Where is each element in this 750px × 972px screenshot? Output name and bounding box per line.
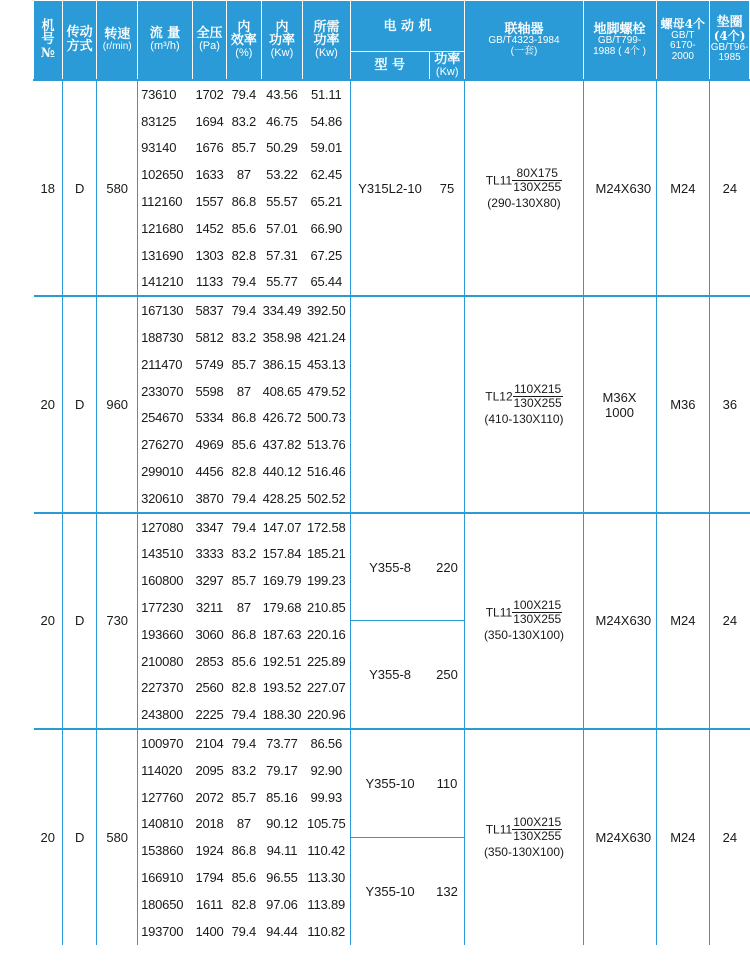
cell-pressure: 1452	[195, 220, 224, 236]
cell-motor-power: 220	[430, 513, 465, 621]
cell-flow: 140810	[138, 811, 193, 838]
cell-flow: 73610	[138, 80, 193, 108]
cell-internal-power: 440.12	[262, 464, 302, 480]
cell-efficiency: 83.2	[231, 762, 257, 778]
cell-flow: 112160	[138, 188, 193, 215]
cell-internal-power: 408.65	[262, 383, 302, 399]
cell-internal-power: 53.22	[266, 167, 298, 183]
cell-pressure: 1133	[195, 274, 224, 290]
header-motor: 电 动 机	[350, 1, 465, 52]
cell-required-power: 479.52	[306, 383, 346, 399]
cell-pressure: 1694	[195, 113, 224, 129]
cell-flow: 153860	[138, 837, 193, 864]
header-coupling: 联轴器 GB/T4323-1984 (一套)	[465, 1, 583, 81]
header-nei-gonglv: 内 功率 (Kw)	[261, 1, 303, 81]
cell-internal-power: 73.77	[261, 729, 303, 757]
cell-flow: 141210	[138, 269, 193, 297]
coupling-denominator: 130X255	[513, 828, 562, 843]
cell-flow: 227370	[138, 675, 193, 702]
cell-motor-power: 75	[430, 80, 465, 296]
cell-efficiency: 82.8	[231, 680, 257, 696]
cell-efficiency: 85.7	[231, 789, 257, 805]
cell-efficiency: 79.4	[227, 80, 261, 108]
cell-flow: 254670	[138, 405, 193, 432]
cell-required-power: 453.13	[306, 356, 346, 372]
header-motor-model: 型 号	[350, 52, 429, 81]
cell-internal-power: 79.17	[266, 762, 298, 778]
cell-required-power: 67.25	[310, 247, 342, 263]
cell-pressure: 5837	[192, 296, 226, 324]
cell-efficiency: 83.2	[231, 330, 257, 346]
cell-internal-power: 147.07	[261, 513, 303, 541]
cell-pressure: 1924	[195, 843, 224, 859]
cell-pressure: 1557	[195, 194, 224, 210]
cell-pressure: 3211	[195, 600, 224, 616]
coupling-note: (290-130X80)	[487, 195, 561, 210]
cell-fan-no: 20	[34, 513, 63, 729]
cell-internal-power: 188.30	[262, 707, 302, 723]
cell-internal-power: 426.72	[262, 410, 302, 426]
cell-flow: 93140	[138, 135, 193, 162]
table-body	[34, 80, 750, 945]
cell-drive: D	[62, 513, 96, 729]
cell-internal-power: 358.98	[262, 330, 302, 346]
cell-pressure: 4456	[195, 464, 224, 480]
cell-internal-power: 43.56	[261, 80, 303, 108]
cell-pressure: 3870	[195, 490, 224, 506]
cell-pressure: 1794	[195, 870, 224, 885]
cell-flow: 166910	[138, 864, 193, 891]
cell-required-power: 172.58	[303, 513, 350, 541]
cell-efficiency: 86.8	[231, 626, 257, 642]
cell-required-power: 59.01	[310, 140, 342, 156]
cell-required-power: 99.93	[310, 789, 342, 805]
cell-efficiency: 86.8	[231, 843, 257, 859]
coupling-note: (350-130X100)	[483, 628, 564, 643]
cell-required-power: 66.90	[310, 220, 342, 236]
cell-pressure: 5598	[195, 383, 224, 399]
cell-fan-no: 18	[34, 80, 63, 296]
header-motor-power: 功率 (Kw)	[430, 52, 465, 81]
cell-flow: 193660	[138, 621, 193, 648]
cell-efficiency: 79.4	[231, 707, 257, 723]
header-liuliang: 流 量 (m³/h)	[138, 1, 193, 81]
cell-pressure: 1633	[195, 167, 224, 183]
cell-motor-power	[430, 296, 465, 512]
cell-drive: D	[62, 296, 96, 512]
cell-required-power: 86.56	[303, 729, 350, 757]
cell-fan-no: 20	[34, 296, 63, 512]
cell-efficiency: 85.6	[231, 220, 257, 236]
cell-required-power: 113.89	[307, 896, 346, 912]
cell-flow: 100970	[138, 729, 193, 757]
cell-required-power: 513.76	[306, 437, 346, 453]
cell-bolt: M24X630	[583, 80, 656, 296]
cell-washer: 24	[710, 729, 750, 944]
coupling-model: TL12	[485, 389, 513, 404]
fan-spec-table	[33, 0, 750, 945]
cell-speed: 580	[97, 80, 138, 296]
cell-pressure: 4969	[195, 437, 224, 453]
cell-efficiency: 79.4	[227, 513, 261, 541]
cell-required-power: 65.21	[310, 194, 342, 210]
cell-required-power: 92.90	[310, 762, 342, 778]
coupling-numerator: 110X215	[514, 382, 562, 397]
cell-efficiency: 83.2	[231, 546, 257, 562]
cell-required-power: 105.75	[306, 816, 346, 832]
cell-bolt: M24X630	[583, 513, 656, 729]
cell-flow: 127760	[138, 784, 193, 811]
cell-required-power: 516.46	[306, 464, 346, 480]
fan-spec-table-container	[33, 0, 750, 945]
cell-pressure: 3297	[195, 573, 224, 589]
cell-flow: 188730	[138, 324, 193, 351]
cell-efficiency: 82.8	[231, 464, 257, 480]
cell-flow: 127080	[138, 513, 193, 541]
cell-efficiency: 79.4	[227, 296, 261, 324]
cell-efficiency: 79.4	[231, 923, 257, 939]
cell-required-power: 220.16	[306, 626, 346, 642]
coupling-note: (410-130X110)	[484, 412, 564, 427]
cell-coupling	[465, 513, 583, 729]
cell-bolt: M24X630	[583, 729, 656, 944]
cell-pressure: 2225	[195, 707, 224, 723]
cell-pressure: 5334	[195, 410, 224, 426]
cell-nut: M24	[656, 80, 710, 296]
cell-drive: D	[62, 729, 96, 944]
cell-efficiency: 85.7	[231, 573, 257, 589]
coupling-model: TL11	[485, 822, 513, 837]
cell-pressure: 2104	[192, 729, 226, 757]
cell-motor-power: 132	[430, 837, 465, 944]
cell-efficiency: 86.8	[231, 410, 257, 426]
cell-required-power: 225.89	[306, 653, 346, 669]
cell-required-power: 220.96	[306, 707, 346, 723]
header-nei-xiaolv: 内 效率 (%)	[227, 1, 261, 81]
cell-pressure: 3333	[195, 546, 224, 562]
cell-coupling	[465, 296, 583, 512]
cell-flow: 131690	[138, 242, 193, 269]
cell-pressure: 2095	[195, 762, 224, 778]
cell-coupling	[465, 80, 583, 296]
cell-internal-power: 179.68	[262, 600, 302, 616]
cell-efficiency: 85.6	[231, 437, 257, 453]
table-row	[34, 513, 750, 541]
cell-efficiency: 83.2	[231, 113, 257, 129]
coupling-denominator: 130X255	[513, 179, 562, 194]
cell-internal-power: 50.29	[266, 140, 298, 156]
cell-pressure: 3060	[195, 626, 224, 642]
cell-pressure: 1676	[195, 140, 224, 156]
cell-efficiency: 87	[236, 383, 251, 399]
cell-speed: 730	[97, 513, 138, 729]
cell-motor-model: Y355-8	[350, 621, 429, 729]
cell-required-power: 421.24	[306, 330, 346, 346]
cell-flow: 299010	[138, 458, 193, 485]
cell-flow: 167130	[138, 296, 193, 324]
cell-internal-power: 192.51	[262, 653, 302, 669]
cell-efficiency: 79.4	[227, 729, 261, 757]
cell-efficiency: 85.6	[231, 870, 257, 885]
cell-efficiency: 87	[236, 600, 251, 616]
cell-required-power: 392.50	[303, 296, 350, 324]
table-header	[34, 1, 750, 81]
cell-efficiency: 85.7	[231, 140, 257, 156]
cell-pressure: 2560	[195, 680, 224, 696]
cell-flow: 233070	[138, 378, 193, 405]
cell-pressure: 1611	[195, 896, 224, 912]
coupling-model: TL11	[485, 173, 513, 188]
cell-required-power: 65.44	[310, 274, 342, 290]
coupling-numerator: 80X175	[512, 167, 562, 181]
cell-internal-power: 90.12	[266, 816, 298, 832]
cell-motor-power: 250	[430, 621, 465, 729]
table-row	[34, 296, 750, 324]
cell-efficiency: 85.7	[231, 356, 257, 372]
cell-internal-power: 57.31	[266, 247, 298, 263]
cell-motor-model: Y315L2-10	[350, 80, 429, 296]
cell-efficiency: 82.8	[231, 896, 257, 912]
cell-internal-power: 57.01	[266, 220, 298, 236]
header-washer: 垫圈 (4个) GB/T96- 1985	[710, 1, 750, 81]
cell-required-power: 210.85	[306, 600, 346, 616]
cell-required-power: 502.52	[306, 490, 346, 506]
cell-flow: 211470	[138, 351, 193, 378]
cell-flow: 114020	[138, 757, 193, 784]
header-bolt: 地脚螺栓 GB/T799- 1988 ( 4个 )	[583, 1, 656, 81]
header-quanya: 全压 (Pa)	[192, 1, 226, 81]
cell-fan-no: 20	[34, 729, 63, 944]
cell-pressure: 3347	[192, 513, 226, 541]
cell-flow: 177230	[138, 594, 193, 621]
header-zhuansu: 转速 (r/min)	[97, 1, 138, 81]
cell-motor-model: Y355-10	[350, 729, 429, 837]
cell-internal-power: 334.49	[261, 296, 303, 324]
cell-nut: M24	[656, 729, 710, 944]
cell-pressure: 2072	[195, 789, 224, 805]
cell-washer: 36	[710, 296, 750, 512]
cell-internal-power: 96.55	[266, 870, 298, 885]
coupling-denominator: 130X255	[513, 612, 562, 627]
coupling-model: TL11	[485, 605, 513, 620]
coupling-numerator: 100X215	[513, 598, 562, 613]
header-nut: 螺母4个 GB/T 6170- 2000	[656, 1, 710, 81]
cell-drive: D	[62, 80, 96, 296]
cell-flow: 243800	[138, 701, 193, 729]
cell-required-power: 110.82	[307, 923, 346, 939]
cell-internal-power: 157.84	[262, 546, 302, 562]
coupling-fraction	[513, 383, 563, 410]
cell-internal-power: 169.79	[262, 573, 302, 589]
cell-speed: 960	[97, 296, 138, 512]
header-chuandong: 传动 方式	[62, 1, 96, 81]
cell-flow: 160800	[138, 567, 193, 594]
cell-internal-power: 386.15	[262, 356, 302, 372]
cell-flow: 276270	[138, 431, 193, 458]
cell-pressure: 1303	[195, 247, 224, 263]
cell-internal-power: 55.77	[266, 274, 298, 290]
cell-efficiency: 87	[236, 816, 251, 832]
cell-pressure: 5749	[195, 356, 224, 372]
cell-internal-power: 46.75	[266, 113, 298, 129]
cell-flow: 102650	[138, 161, 193, 188]
cell-pressure: 2018	[195, 816, 224, 832]
cell-internal-power: 428.25	[262, 490, 302, 506]
cell-washer: 24	[710, 80, 750, 296]
cell-efficiency: 85.6	[231, 653, 257, 669]
cell-required-power: 54.86	[310, 113, 342, 129]
cell-efficiency: 82.8	[231, 247, 257, 263]
cell-bolt: M36X 1000	[583, 296, 656, 512]
cell-internal-power: 437.82	[262, 437, 302, 453]
cell-motor-model	[350, 296, 429, 512]
cell-pressure: 1400	[195, 923, 224, 939]
cell-flow: 121680	[138, 215, 193, 242]
coupling-numerator: 100X215	[513, 814, 562, 829]
cell-flow: 83125	[138, 108, 193, 135]
cell-internal-power: 193.52	[262, 680, 302, 696]
coupling-denominator: 130X255	[513, 396, 562, 411]
coupling-fraction	[512, 816, 562, 843]
cell-speed: 580	[97, 729, 138, 944]
cell-pressure: 2853	[195, 653, 224, 669]
cell-coupling	[465, 729, 583, 944]
cell-internal-power: 97.06	[266, 896, 298, 912]
coupling-fraction	[512, 167, 562, 194]
cell-internal-power: 55.57	[266, 194, 298, 210]
cell-nut: M36	[656, 296, 710, 512]
coupling-note: (350-130X100)	[483, 844, 564, 859]
cell-efficiency: 79.4	[231, 490, 257, 506]
cell-internal-power: 187.63	[262, 626, 302, 642]
cell-motor-power: 110	[430, 729, 465, 837]
cell-efficiency: 79.4	[231, 274, 257, 290]
cell-pressure: 1702	[192, 80, 226, 108]
cell-flow: 180650	[138, 891, 193, 918]
table-row	[34, 80, 750, 108]
cell-pressure: 5812	[195, 330, 224, 346]
cell-efficiency: 86.8	[231, 194, 257, 210]
cell-washer: 24	[710, 513, 750, 729]
cell-internal-power: 94.11	[266, 843, 298, 859]
cell-motor-model: Y355-8	[350, 513, 429, 621]
header-suoxu-gonglv: 所需 功率 (Kw)	[303, 1, 350, 81]
cell-required-power: 199.23	[306, 573, 346, 589]
cell-required-power: 110.42	[307, 843, 346, 859]
cell-motor-model: Y355-10	[350, 837, 429, 944]
cell-flow: 193700	[138, 918, 193, 945]
cell-required-power: 62.45	[310, 167, 342, 183]
coupling-fraction	[512, 599, 562, 626]
cell-flow: 143510	[138, 541, 193, 568]
cell-required-power: 227.07	[306, 680, 346, 696]
table-row	[34, 729, 750, 757]
cell-efficiency: 87	[236, 167, 251, 183]
header-jihao: 机 号 №	[34, 1, 63, 81]
cell-required-power: 113.30	[307, 870, 346, 885]
cell-required-power: 500.73	[306, 410, 346, 426]
cell-flow: 210080	[138, 648, 193, 675]
cell-internal-power: 85.16	[266, 789, 298, 805]
cell-flow: 320610	[138, 485, 193, 513]
cell-required-power: 185.21	[306, 546, 346, 562]
cell-nut: M24	[656, 513, 710, 729]
cell-internal-power: 94.44	[266, 923, 298, 939]
cell-required-power: 51.11	[303, 80, 350, 108]
